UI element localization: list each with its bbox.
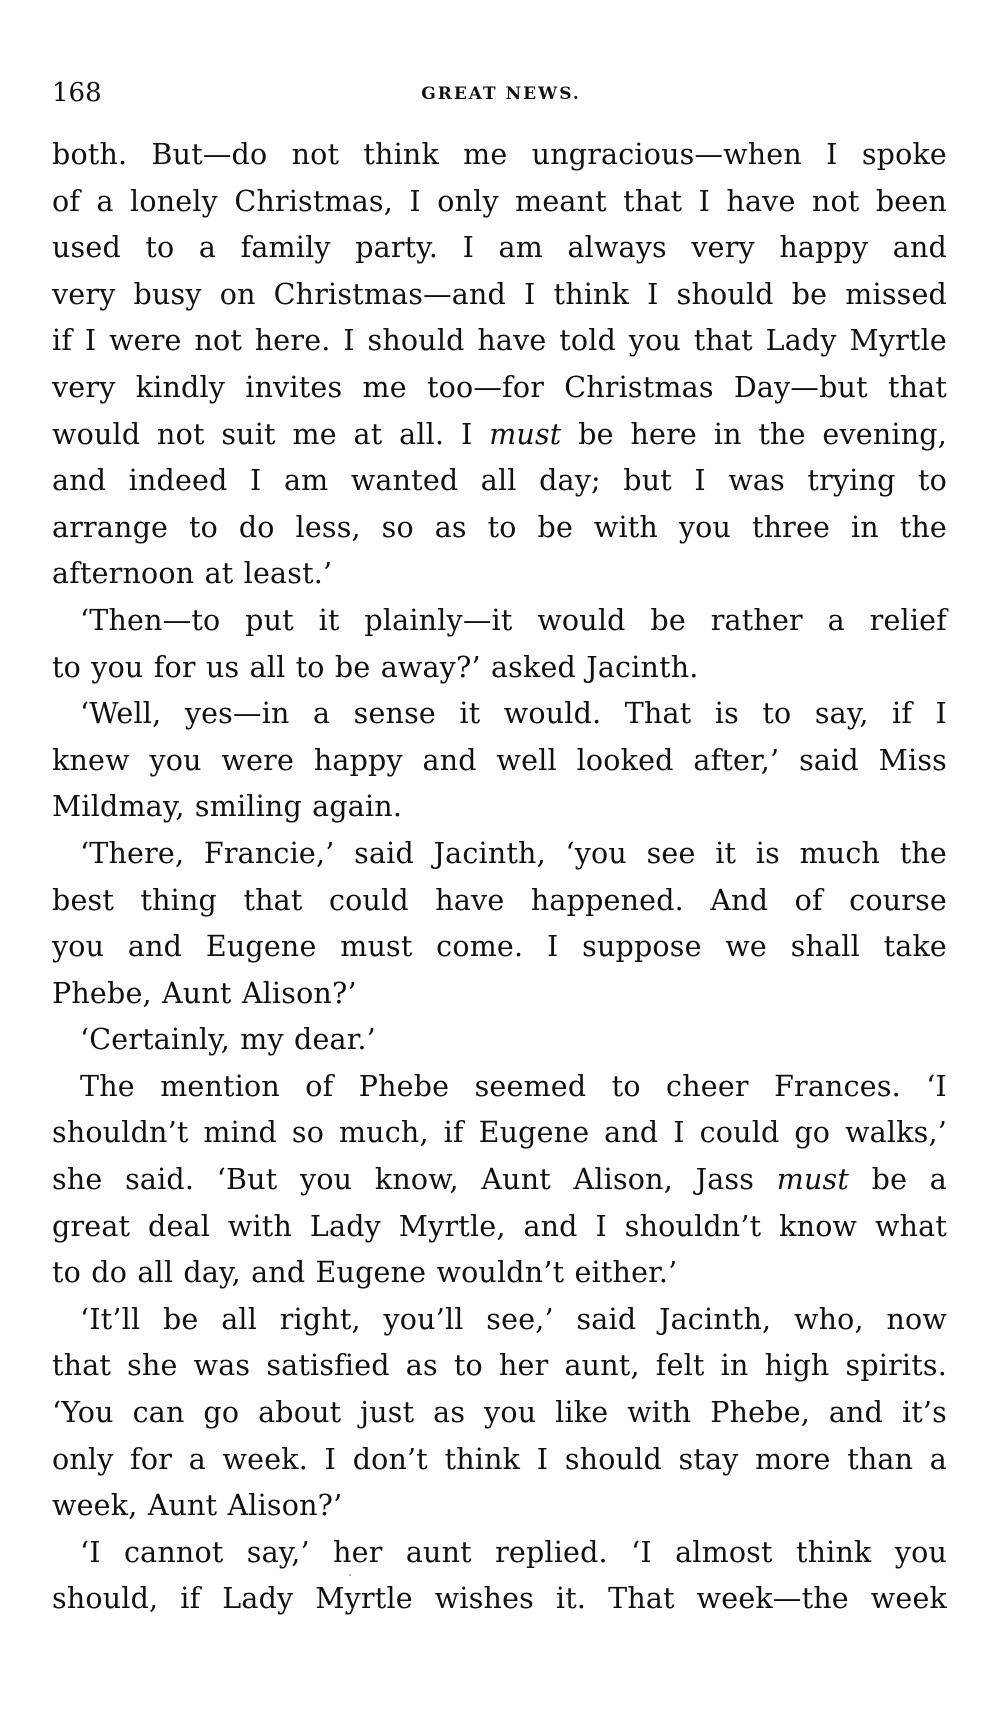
text-run: would not suit me at all. I — [52, 417, 490, 451]
text-line: week, Aunt Alison?’ — [52, 1489, 343, 1523]
text-line: and indeed I am wanted all day; but I was trying to — [52, 464, 947, 498]
text-line: Mildmay, smiling again. — [52, 790, 403, 824]
text-line: ‘Certainly, my dear.’ — [80, 1023, 376, 1057]
page-header — [52, 78, 950, 118]
text-line: used to a family party. I am always very happy and — [52, 231, 947, 265]
text-run: be here in the evening, — [561, 417, 947, 451]
italic-word: must — [776, 1163, 849, 1197]
text-line: very busy on Christmas—and I think I should be missed — [52, 277, 947, 311]
paragraph-text — [52, 132, 947, 1623]
running-head: GREAT NEWS. — [421, 84, 581, 104]
text-line: ‘It’ll be all right, you’ll see,’ said Jacinth, who, now — [80, 1302, 947, 1336]
text-line: Phebe, Aunt Alison?’ — [52, 976, 357, 1010]
text-line: The mention of Phebe seemed to cheer Frances. ‘I — [80, 1069, 947, 1103]
text-run: be a — [849, 1163, 947, 1197]
text-line — [52, 1157, 947, 1204]
text-line: knew you were happy and well looked after,’ said Miss — [52, 743, 947, 777]
paper-speck — [349, 1574, 351, 1576]
text-line: ‘I cannot say,’ her aunt replied. ‘I almost think you — [80, 1535, 947, 1569]
text-line: to do all day, and Eugene wouldn’t either.’ — [52, 1256, 678, 1290]
text-line: that she was satisfied as to her aunt, felt in high spirits. — [52, 1349, 947, 1383]
text-line: ‘You can go about just as you like with Phebe, and it’s — [52, 1396, 947, 1430]
text-run: she said. ‘But you know, Aunt Alison, Jass — [52, 1163, 777, 1197]
text-line: you and Eugene must come. I suppose we shall take — [52, 930, 947, 964]
text-line: should, if Lady Myrtle wishes it. That week—the week — [52, 1582, 947, 1616]
text-line: if I were not here. I should have told you that Lady Myrtle — [52, 324, 947, 358]
text-line: of a lonely Christmas, I only meant that I have not been — [52, 184, 947, 218]
text-line: arrange to do less, so as to be with you three in the — [52, 510, 947, 544]
text-line: shouldn’t mind so much, if Eugene and I could go walks,’ — [52, 1116, 947, 1150]
text-line: ‘Then—to put it plainly—it would be rather a relief — [80, 603, 947, 637]
text-line: to you for us all to be away?’ asked Jacinth. — [52, 650, 699, 684]
text-line — [52, 412, 947, 459]
text-line: ‘Well, yes—in a sense it would. That is to say, if I — [80, 697, 947, 731]
text-line: very kindly invites me too—for Christmas Day—but that — [52, 370, 947, 404]
body-text — [52, 132, 947, 1623]
text-line: afternoon at least.’ — [52, 557, 333, 591]
text-line: ‘There, Francie,’ said Jacinth, ‘you see it is much the — [80, 836, 947, 870]
italic-word: must — [489, 417, 562, 451]
text-line: great deal with Lady Myrtle, and I shouldn’t know what — [52, 1209, 947, 1243]
text-line: best thing that could have happened. And of course — [52, 883, 947, 917]
page-number: 168 — [52, 78, 102, 108]
text-line: only for a week. I don’t think I should stay more than a — [52, 1442, 947, 1476]
text-line: both. But—do not think me ungracious—when I spoke — [52, 138, 947, 171]
